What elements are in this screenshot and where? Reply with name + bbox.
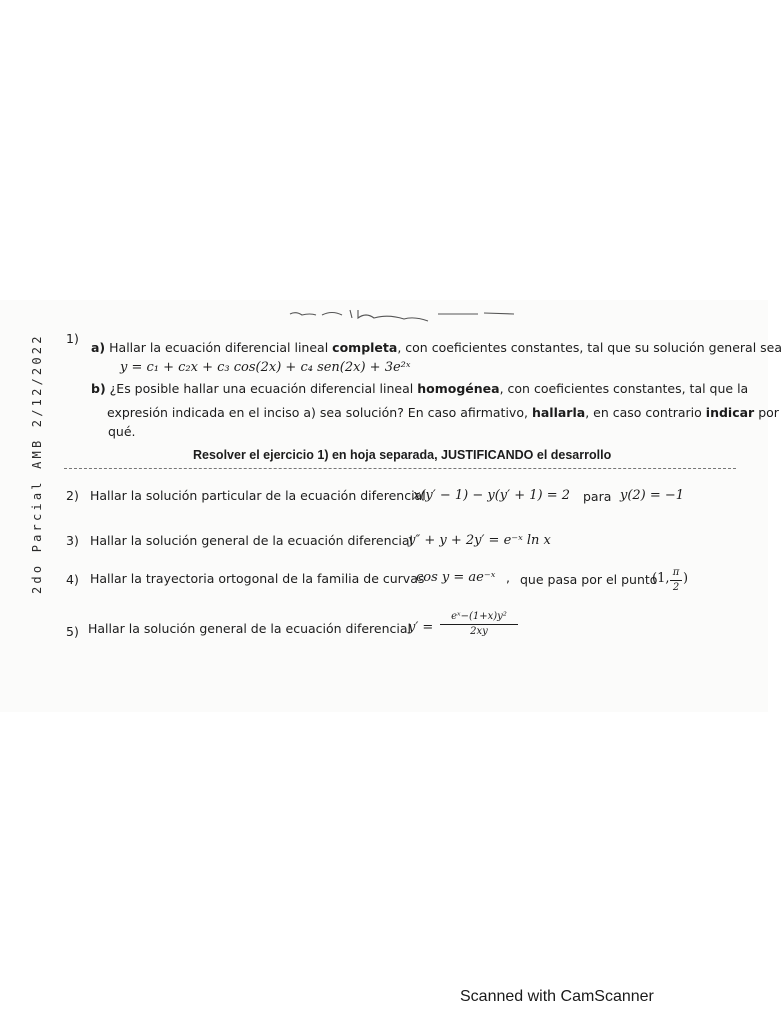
- exercise-1b-text-part2: , con coeficientes constantes, tal que la: [499, 381, 749, 396]
- handwritten-scribble: [288, 306, 518, 320]
- exercise-2-equation: x(y′ − 1) − y(y′ + 1) = 2: [413, 488, 570, 503]
- exercise-1b-text: [91, 381, 748, 397]
- exercise-5-fraction: [440, 611, 518, 638]
- exercise-1a-label: a): [91, 340, 106, 355]
- exam-label: 2do Parcial AMB 2/12/2022: [30, 333, 44, 594]
- exercise-4-point-close: ): [683, 571, 689, 586]
- exercise-3-text: Hallar la solución general de la ecuación diferencial: [90, 533, 414, 548]
- exercise-2-number: 2): [66, 488, 79, 503]
- exercise-4-point-fraction: [670, 567, 682, 594]
- exercise-1a-text-part2: , con coeficientes constantes, tal que su solución general sea: [397, 340, 782, 355]
- exercise-1b-line2-part2: , en caso contrario: [585, 405, 702, 420]
- exercise-4-point-open: (1,: [652, 571, 670, 586]
- exercise-1b-line2-part3: por: [758, 405, 779, 420]
- exercise-5-lhs: y′ =: [408, 620, 434, 635]
- exercise-4-point-denominator: 2: [672, 582, 680, 593]
- exercise-4-point-numerator: π: [672, 567, 680, 578]
- exercise-5-numerator: eˣ−(1+x)y²: [451, 611, 507, 622]
- exercise-1b-text-part1: ¿Es posible hallar una ecuación diferencial lineal: [109, 381, 414, 396]
- exercise-1b-line2-part1: expresión indicada en el inciso a) sea solución? En caso afirmativo,: [107, 405, 528, 420]
- exercise-1-number: 1): [66, 331, 79, 346]
- exercise-3-equation: y″ + y + 2y′ = e⁻ˣ ln x: [408, 533, 551, 548]
- exercise-3-number: 3): [66, 533, 79, 548]
- exercise-1b-line3: qué.: [108, 424, 136, 439]
- exercise-1b-line2-bold2: indicar: [705, 405, 755, 420]
- fraction-bar: [670, 580, 682, 581]
- exercise-2-text: Hallar la solución particular de la ecuación diferencial: [90, 488, 426, 503]
- exercise-5-denominator: 2xy: [470, 626, 488, 637]
- divider: [64, 468, 736, 469]
- fraction-bar: [440, 624, 518, 625]
- exercise-1a-bold: completa: [332, 340, 398, 355]
- exercise-4-equation: cos y = ae⁻ˣ: [416, 570, 496, 585]
- exercise-4-comma: ,: [506, 570, 510, 585]
- exercise-5-number: 5): [66, 624, 79, 639]
- exercise-2-condition: y(2) = −1: [620, 488, 685, 503]
- exercise-1a-text-part1: Hallar la ecuación diferencial lineal: [109, 340, 329, 355]
- exercise-4-text: Hallar la trayectoria ortogonal de la familia de curvas: [90, 571, 425, 586]
- instruction-note: Resolver el ejercicio 1) en hoja separada, JUSTIFICANDO el desarrollo: [193, 448, 612, 462]
- exercise-1a-formula: y = c₁ + c₂x + c₃ cos(2x) + c₄ sen(2x) + 3e²ˣ: [120, 360, 411, 375]
- exercise-2-para: para: [583, 489, 612, 504]
- camscanner-watermark: Scanned with CamScanner: [460, 988, 654, 1005]
- exercise-1b-line2-bold1: hallarla: [531, 405, 586, 420]
- exercise-5-text: Hallar la solución general de la ecuación diferencial: [88, 621, 412, 636]
- exercise-4-text2: que pasa por el punto: [520, 572, 658, 587]
- exercise-1b-bold: homogénea: [417, 381, 500, 396]
- exercise-1b-label: b): [91, 381, 106, 396]
- exercise-4-number: 4): [66, 572, 79, 587]
- exercise-1a-text: [91, 340, 782, 356]
- exercise-1b-line2: [107, 405, 779, 421]
